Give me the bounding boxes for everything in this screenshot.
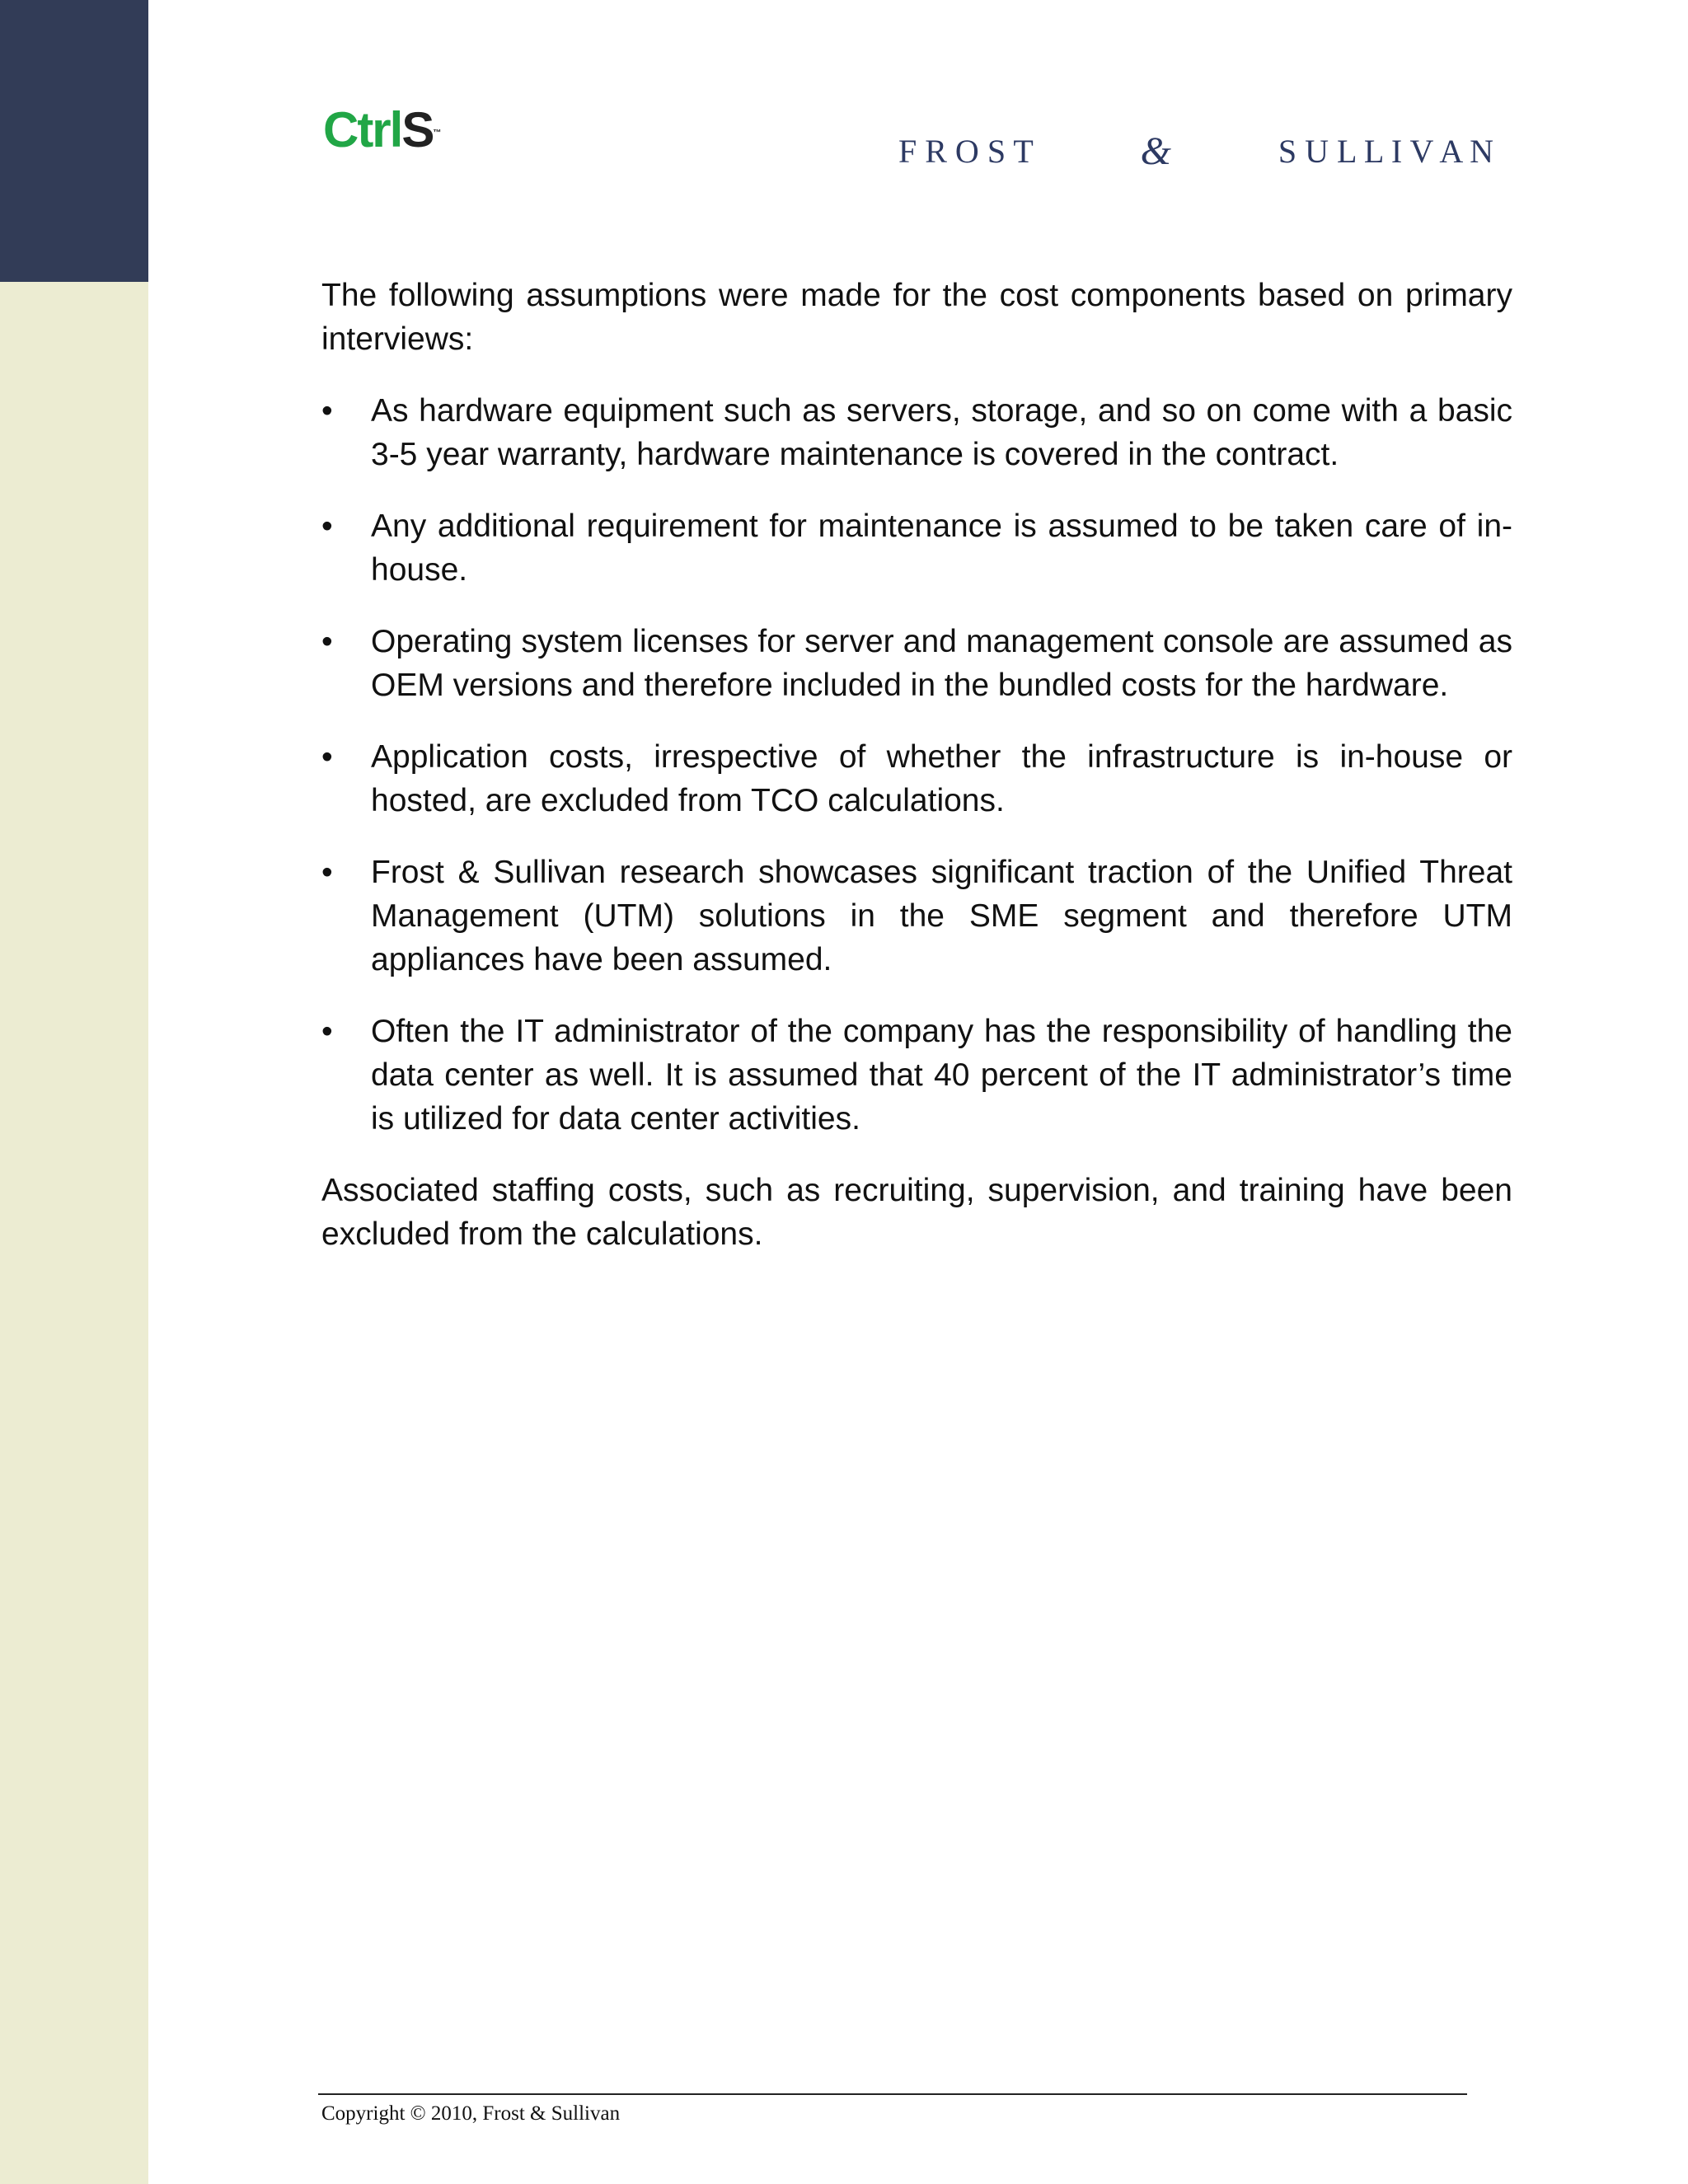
list-item-text: Frost & Sullivan research showcases significant traction of the Unified Threat Management (UTM) solutions in the SME segment and therefore UTM appliances have been assumed.	[371, 855, 1512, 977]
closing-paragraph: Associated staffing costs, such as recruiting, supervision, and training have been excluded from the calculations.	[321, 1173, 1512, 1252]
bullet-icon: •	[321, 739, 333, 775]
list-item	[321, 620, 1512, 707]
ctrls-logo-ctrl: Ctrl	[323, 102, 402, 157]
document-body	[321, 274, 1512, 1256]
ctrls-logo-s: S	[401, 102, 434, 157]
footer-copyright: Copyright © 2010, Frost & Sullivan	[321, 2102, 621, 2125]
assumptions-list	[321, 389, 1512, 1141]
list-item	[321, 1010, 1512, 1141]
sidebar-accent-block	[0, 0, 148, 282]
list-item-text: As hardware equipment such as servers, storage, and so on come with a basic 3-5 year warranty, hardware maintenance is covered in the contract.	[371, 393, 1512, 472]
bullet-icon: •	[321, 509, 333, 544]
page-sidebar	[0, 0, 148, 2184]
list-item	[321, 504, 1512, 592]
frost-sullivan-logo-sullivan: S U L L I V A N	[1278, 133, 1493, 170]
frost-sullivan-logo-frost: F R O S T	[898, 133, 1034, 170]
list-item	[321, 735, 1512, 823]
list-item	[321, 851, 1512, 982]
intro-paragraph: The following assumptions were made for the cost components based on primary interviews:	[321, 278, 1512, 357]
frost-sullivan-logo	[898, 129, 1493, 173]
bullet-icon: •	[321, 624, 333, 659]
bullet-icon: •	[321, 393, 333, 429]
list-item-text: Any additional requirement for maintenance is assumed to be taken care of in-house.	[371, 509, 1512, 588]
bullet-icon: •	[321, 855, 333, 890]
list-item-text: Often the IT administrator of the company has the responsibility of handling the data center as well. It is assumed that 40 percent of the IT administrator’s time is utilized for data center activities.	[371, 1014, 1512, 1137]
ctrls-logo	[323, 102, 442, 157]
bullet-icon: •	[321, 1014, 333, 1049]
list-item-text: Application costs, irrespective of whether the infrastructure is in-house or hosted, are excluded from TCO calculations.	[371, 739, 1512, 818]
frost-sullivan-logo-amp: &	[1140, 129, 1171, 173]
list-item	[321, 389, 1512, 476]
ctrls-logo-tm: ™	[433, 129, 442, 138]
footer-divider	[318, 2093, 1467, 2095]
list-item-text: Operating system licenses for server and management console are assumed as OEM versions and therefore included in the bundled costs for the hardware.	[371, 624, 1512, 703]
